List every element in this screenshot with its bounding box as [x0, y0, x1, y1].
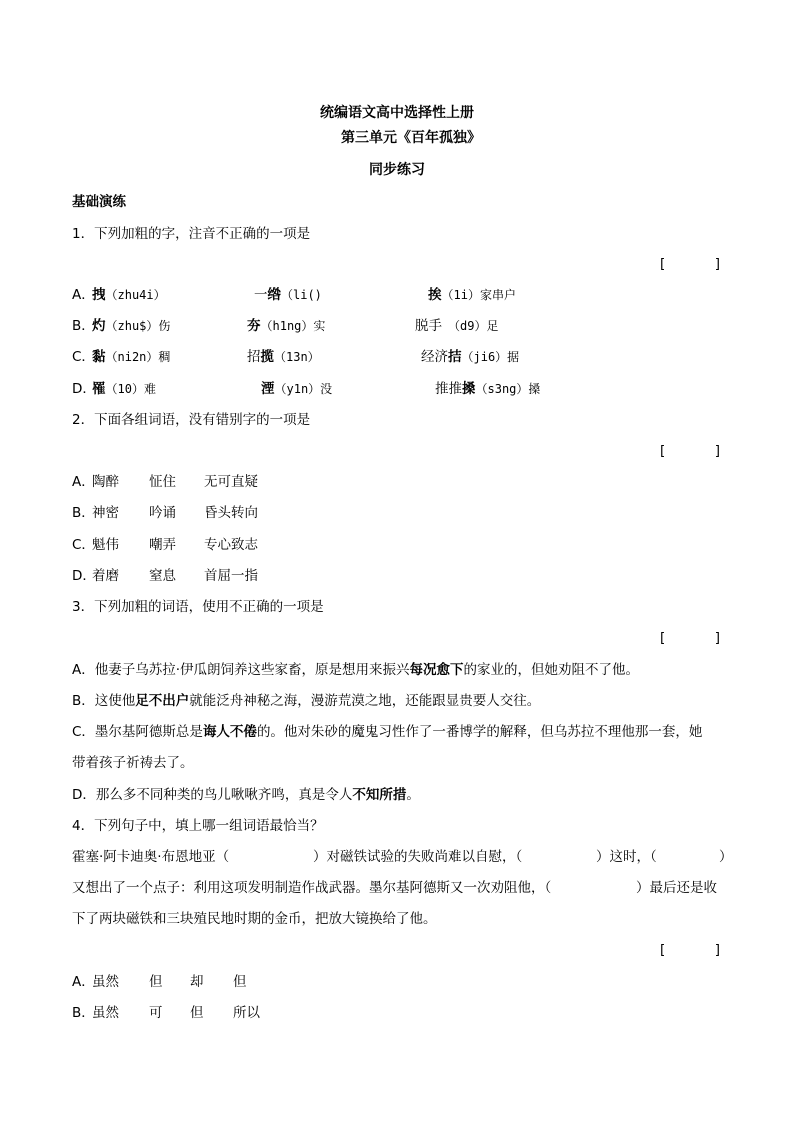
q1-stem: 1．下列加粗的字，注音不正确的一项是 [72, 226, 311, 242]
q3-stem: 3．下列加粗的词语，使用不正确的一项是 [72, 599, 324, 615]
q2-stem: 2．下面各组词语，没有错别字的一项是 [72, 412, 311, 428]
q3-option-a: A．他妻子乌苏拉·伊瓜朗饲养这些家畜，原是想用来振兴每况愈下的家业的，但她劝阻不了他。 [72, 662, 640, 678]
q3-answer-bracket[interactable]: [ ] [660, 630, 720, 646]
section-title: 基础演练 [72, 194, 126, 210]
q4-stem: 4．下列句子中，填上哪一组词语最恰当？ [72, 818, 324, 834]
q4-answer-bracket[interactable]: [ ] [660, 942, 720, 958]
q3-option-d: D．那么多不同种类的鸟儿啾啾齐鸣，真是令人不知所措。 [72, 787, 420, 803]
q3-option-b: B．这使他足不出户就能泛舟神秘之海，漫游荒漠之地，还能跟显贵要人交往。 [72, 693, 541, 709]
doc-heading: 同步练习 [369, 162, 425, 178]
q3-option-c: C．墨尔基阿德斯总是诲人不倦的。他对朱砂的魔鬼习性作了一番博学的解释，但乌苏拉不理他那一套，她 [72, 724, 703, 740]
q2-answer-bracket[interactable]: [ ] [660, 443, 720, 459]
q1-answer-bracket[interactable]: [ ] [660, 256, 720, 272]
doc-title: 统编语文高中选择性上册 [320, 105, 474, 121]
q3-option-c-continued: 带着孩子祈祷去了。 [72, 755, 194, 771]
doc-subtitle: 第三单元《百年孤独》 [341, 130, 481, 146]
q4-passage-line3: 下了两块磁铁和三块殖民地时期的金币，把放大镜换给了他。 [72, 911, 437, 927]
